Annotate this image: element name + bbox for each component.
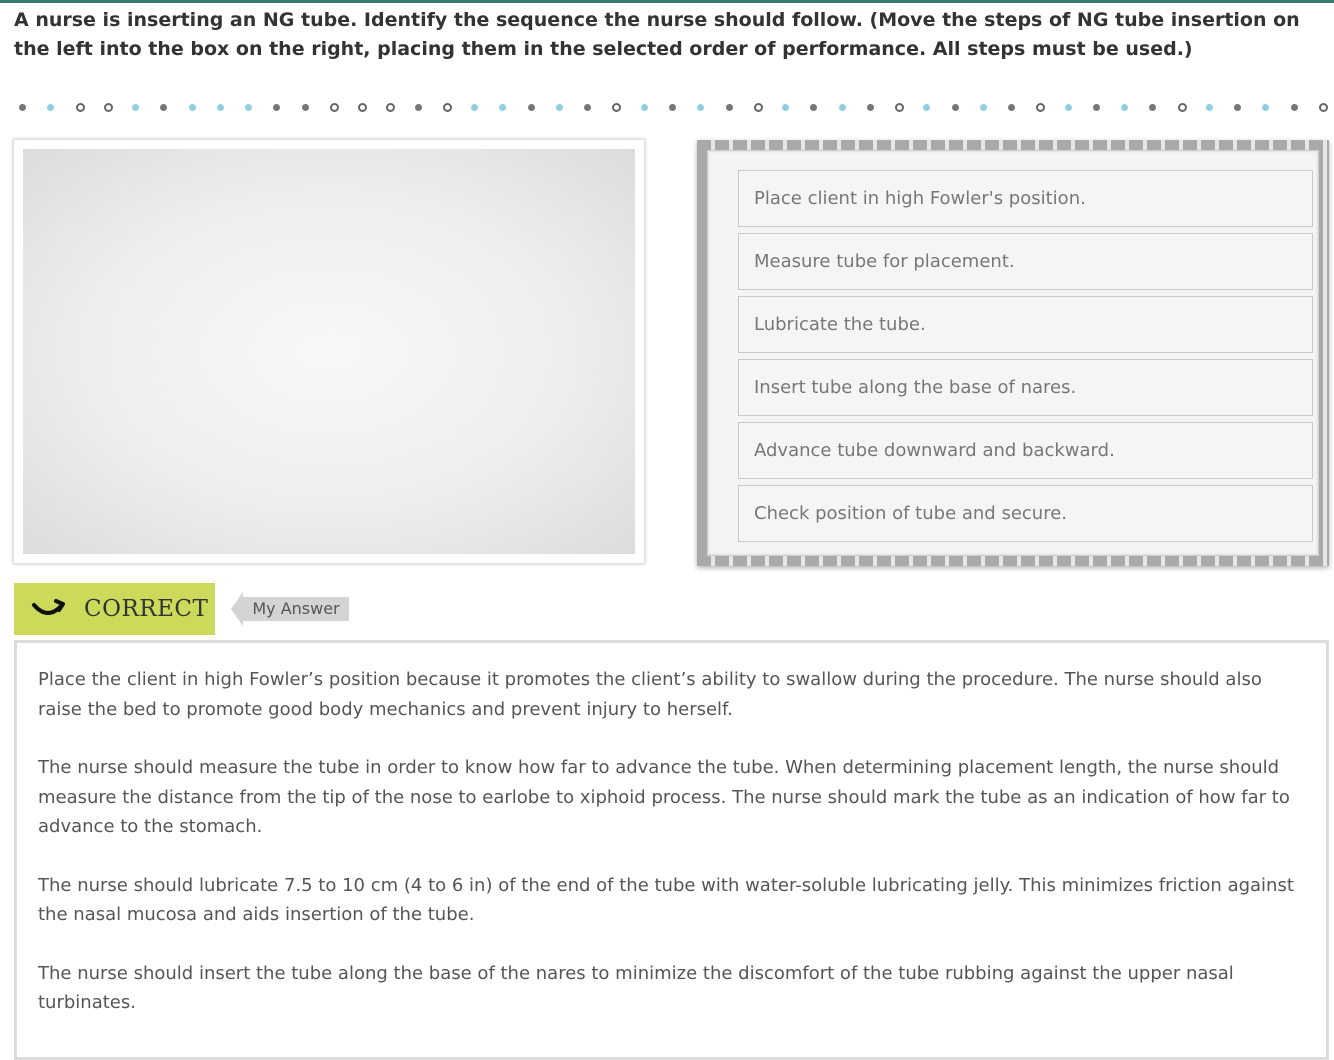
divider-dot (528, 104, 535, 111)
divider-dot (415, 104, 422, 111)
divider-dot (923, 104, 930, 111)
divider-dot (1008, 104, 1015, 111)
return-arrow-icon (30, 595, 66, 619)
answer-step-6[interactable]: Check position of tube and secure. (738, 485, 1313, 542)
question-text: A nurse is inserting an NG tube. Identify the sequence the nurse should follow. (Move the steps of NG tube insertion on the left into the box on the right, placing them in the selected order of performance. All steps must be used.) (14, 9, 1300, 60)
divider-dot (273, 104, 280, 111)
divider-dot (1149, 104, 1156, 111)
rationale-paragraph: Place the client in high Fowler’s position because it promotes the client’s ability to swallow during the procedure. The nurse should also raise the bed to promote good body mechanics and prevent injury to herself. (38, 669, 1262, 720)
divider-dot (697, 104, 704, 111)
divider-dot (1234, 104, 1241, 111)
divider-dot (471, 104, 478, 111)
divider-dot (1065, 104, 1072, 111)
divider-dot (782, 104, 789, 111)
divider-dot (669, 104, 676, 111)
divider-dot (47, 104, 54, 111)
divider-dot (612, 103, 621, 112)
rationale-panel (14, 640, 1329, 1060)
divider-dot (302, 104, 309, 111)
correct-status-badge (14, 583, 215, 635)
divider-dot (217, 104, 224, 111)
rationale-paragraph: The nurse should measure the tube in order to know how far to advance the tube. When determining placement length, the nurse should measure the distance from the tip of the nose to earlobe to xiphoid process. The nurse should mark the tube as an indication of how far to advance to the stomach. (38, 757, 1290, 837)
divider-dot (1262, 104, 1269, 111)
correct-label: CORRECT (84, 596, 209, 622)
answer-drop-inner (707, 150, 1319, 556)
rationale-paragraph: The nurse should lubricate 7.5 to 10 cm (4 to 6 in) of the end of the tube with water-soluble lubricating jelly. This minimizes friction against the nasal mucosa and aids insertion of the tube. (38, 874, 1294, 925)
answer-step-3[interactable]: Lubricate the tube. (738, 296, 1313, 353)
answer-drop-box[interactable] (697, 140, 1329, 566)
answer-step-4[interactable]: Insert tube along the base of nares. (738, 359, 1313, 416)
rationale-paragraph: The nurse should insert the tube along the base of the nares to minimize the discomfort of the tube rubbing against the upper nasal turbinates. (38, 962, 1234, 1013)
divider-dot (499, 104, 506, 111)
divider-dot (810, 104, 817, 111)
my-answer-tag[interactable] (231, 592, 349, 626)
dotted-divider (19, 102, 1329, 114)
divider-dot (556, 104, 563, 111)
divider-dot (584, 104, 591, 111)
divider-dot (189, 104, 196, 111)
answer-step-1[interactable]: Place client in high Fowler's position. (738, 170, 1313, 227)
divider-dot (104, 103, 113, 112)
source-drop-area[interactable] (23, 149, 635, 554)
divider-dot (839, 104, 846, 111)
divider-dot (895, 103, 904, 112)
divider-dot (980, 104, 987, 111)
divider-dot (132, 104, 139, 111)
divider-dot (1206, 104, 1213, 111)
answer-step-5[interactable]: Advance tube downward and backward. (738, 422, 1313, 479)
divider-dot (1036, 103, 1045, 112)
divider-dot (1093, 104, 1100, 111)
divider-dot (726, 104, 733, 111)
my-answer-arrow-icon (231, 592, 243, 626)
divider-dot (386, 103, 395, 112)
divider-dot (358, 103, 367, 112)
divider-dot (952, 104, 959, 111)
divider-dot (19, 104, 26, 111)
divider-dot (641, 104, 648, 111)
divider-dot (1319, 103, 1328, 112)
divider-dot (76, 103, 85, 112)
divider-dot (1121, 104, 1128, 111)
divider-dot (1178, 103, 1187, 112)
divider-dot (330, 103, 339, 112)
answer-step-2[interactable]: Measure tube for placement. (738, 233, 1313, 290)
divider-dot (867, 104, 874, 111)
source-steps-panel[interactable] (13, 139, 645, 564)
top-accent-bar (0, 0, 1334, 3)
divider-dot (245, 104, 252, 111)
divider-dot (160, 104, 167, 111)
divider-dot (1291, 104, 1298, 111)
divider-dot (443, 103, 452, 112)
divider-dot (754, 103, 763, 112)
my-answer-label[interactable]: My Answer (243, 597, 349, 621)
